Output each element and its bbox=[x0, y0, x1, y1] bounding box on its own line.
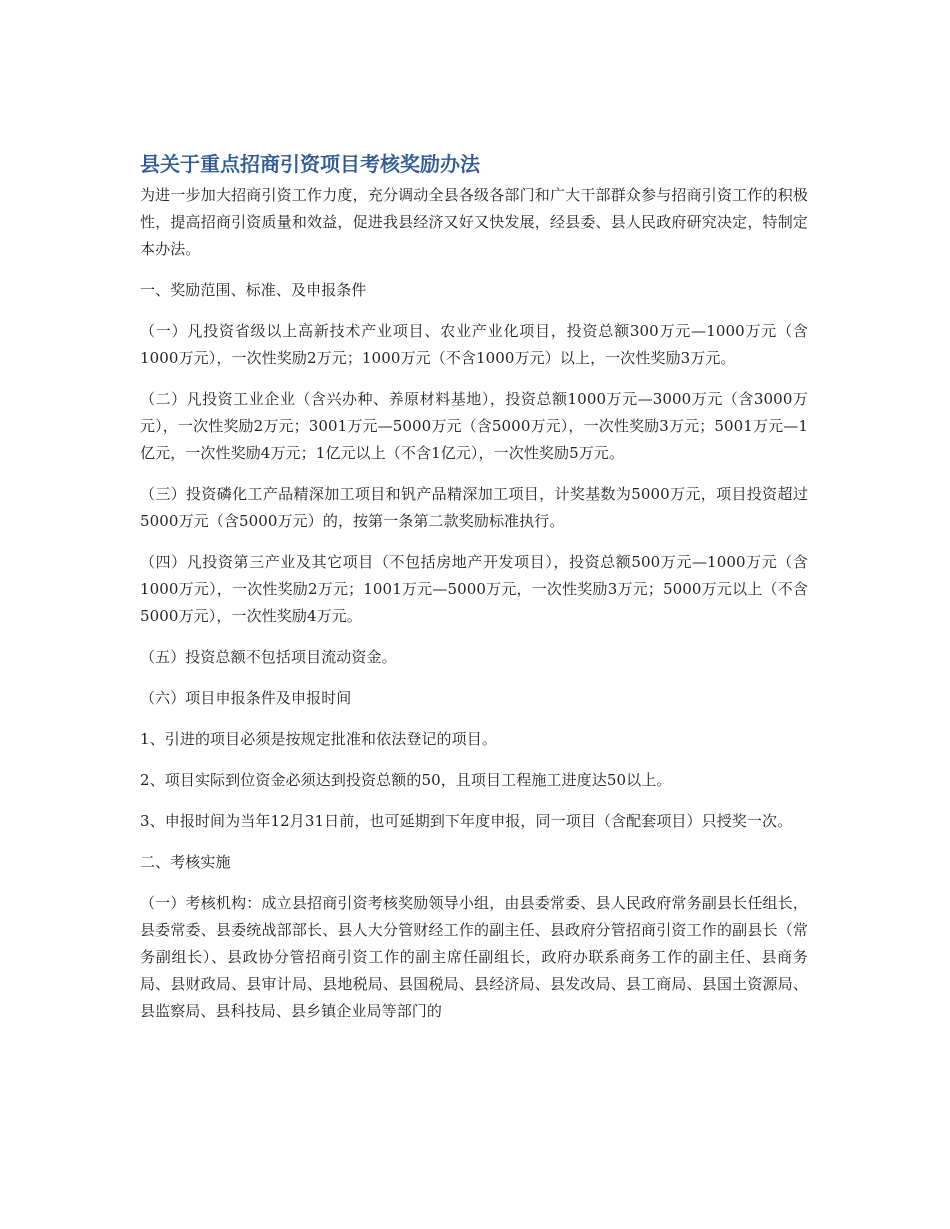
clause-2-industrial: （二）凡投资工业企业（含兴办种、养原材料基地），投资总额1000万元—3000万元（含3000万元），一次性奖励2万元；3001万元—5000万元（含5000万元），一次性奖励3万元；5001万元—1亿元，一次性奖励4万元；1亿元以上（不含1亿元），一次性奖励5万元。 bbox=[140, 390, 808, 462]
section-heading-reward-scope: 一、奖励范围、标准、及申报条件 bbox=[140, 281, 367, 299]
condition-1: 1、引进的项目必须是按规定批准和依法登记的项目。 bbox=[140, 730, 497, 748]
intro-paragraph: 为进一步加大招商引资工作力度，充分调动全县各级各部门和广大干部群众参与招商引资工作的积极性，提高招商引资质量和效益，促进我县经济又好又快发展，经县委、县人民政府研究决定，特制定本办法。 bbox=[140, 186, 808, 258]
condition-2: 2、项目实际到位资金必须达到投资总额的50，且项目工程施工进度达50以上。 bbox=[140, 771, 672, 789]
clause-3-phosphorus-vanadium: （三）投资磷化工产品精深加工项目和钒产品精深加工项目，计奖基数为5000万元，项目投资超过5000万元（含5000万元）的，按第一条第二款奖励标准执行。 bbox=[140, 485, 808, 530]
condition-3: 3、申报时间为当年12月31日前，也可延期到下年度申报，同一项目（含配套项目）只授奖一次。 bbox=[140, 812, 793, 830]
assessment-organization: （一）考核机构：成立县招商引资考核奖励领导小组，由县委常委、县人民政府常务副县长任组长，县委常委、县委统战部部长、县人大分管财经工作的副主任、县政府分管招商引资工作的副县长（常务副组长）、县政协分管招商引资工作的副主席任副组长，政府办联系商务工作的副主任、县商务局、县财政局、县审计局、县地税局、县国税局、县经济局、县发改局、县工商局、县国土资源局、县监察局、县科技局、县乡镇企业局等部门的 bbox=[140, 894, 808, 1020]
document-page bbox=[140, 150, 808, 1039]
clause-6-application: （六）项目申报条件及申报时间 bbox=[140, 689, 352, 707]
clause-5-working-capital: （五）投资总额不包括项目流动资金。 bbox=[140, 648, 397, 666]
clause-1-high-tech: （一）凡投资省级以上高新技术产业项目、农业产业化项目，投资总额300万元—1000万元（含1000万元），一次性奖励2万元；1000万元（不含1000万元）以上，一次性奖励3万元。 bbox=[140, 322, 808, 367]
document-title: 县关于重点招商引资项目考核奖励办法 bbox=[140, 152, 480, 176]
clause-4-tertiary: （四）凡投资第三产业及其它项目（不包括房地产开发项目），投资总额500万元—1000万元（含1000万元），一次性奖励2万元；1001万元—5000万元，一次性奖励3万元；5000万元以上（不含5000万元），一次性奖励4万元。 bbox=[140, 553, 808, 625]
section-heading-assessment: 二、考核实施 bbox=[140, 853, 231, 871]
